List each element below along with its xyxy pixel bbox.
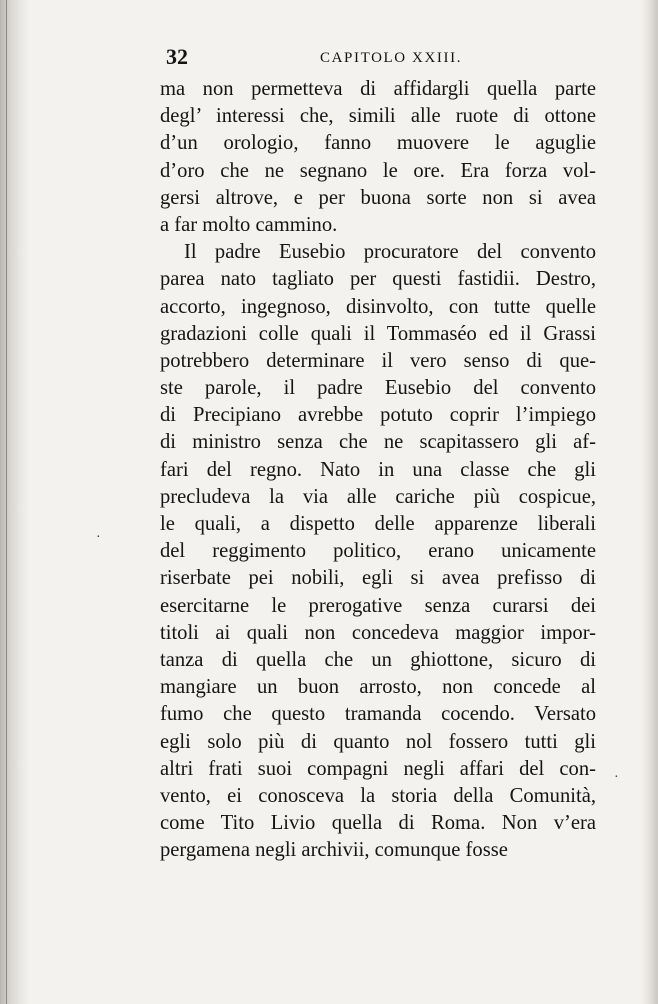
text-line: riserbate pei nobili, egli si avea prefisso di — [160, 567, 596, 590]
text-line: come Tito Livio quella di Roma. Non v’era — [160, 812, 596, 835]
text-line: gersi altrove, e per buona sorte non si avea — [160, 186, 596, 209]
text-line: titoli ai quali non concedeva maggior impor- — [160, 621, 596, 644]
text-line: mangiare un buon arrosto, non concede al — [160, 676, 596, 699]
text-line: fari del regno. Nato in una classe che gli — [160, 458, 596, 481]
text-line: d’oro che ne segnano le ore. Era forza vol- — [160, 159, 596, 182]
margin-speck: · — [614, 770, 619, 785]
text-line: ste parole, il padre Eusebio del convento — [160, 377, 596, 400]
text-line: degl’ interessi che, simili alle ruote di ottone — [160, 105, 596, 128]
text-line: tanza di quella che un ghiottone, sicuro di — [160, 648, 596, 671]
text-line: le quali, a dispetto delle apparenze liberali — [160, 513, 596, 535]
text-line: altri frati suoi compagni negli affari del con- — [160, 757, 596, 780]
text-line: Il padre Eusebio procuratore del convento — [184, 241, 596, 264]
text-line: accorto, ingegnoso, disinvolto, con tutte quelle — [160, 295, 596, 318]
gutter-fold-line — [6, 0, 7, 1004]
margin-speck: · — [96, 530, 101, 545]
text-line: vento, ei conosceva la storia della Comunità, — [160, 784, 596, 807]
text-line: precludeva la via alle cariche più cospicue, — [160, 485, 596, 508]
text-line: fumo che questo tramanda cocendo. Versato — [160, 703, 596, 726]
text-line: di ministro senza che ne scapitassero gli af- — [160, 431, 596, 454]
text-line: d’un orologio, fanno muovere le aguglie — [160, 132, 596, 155]
text-line: ma non permetteva di affidargli quella parte — [160, 78, 596, 100]
page-number: 32 — [166, 44, 188, 69]
text-line: di Precipiano avrebbe potuto coprir l’impiego — [160, 404, 596, 427]
body-text — [160, 76, 596, 864]
text-line: gradazioni colle quali il Tommaséo ed il Grassi — [160, 322, 596, 345]
text-line: a far molto cammino. — [160, 213, 338, 236]
text-line: pergamena negli archivii, comunque fosse — [160, 839, 508, 862]
page-right-edge-shadow — [640, 0, 658, 1004]
page-gutter-shadow — [0, 0, 30, 1004]
text-line: del reggimento politico, erano unicamente — [160, 540, 596, 563]
text-line: egli solo più di quanto nol fossero tutti gli — [160, 730, 596, 753]
running-head: CAPITOLO XXIII. — [320, 50, 463, 66]
text-line: parea nato tagliato per questi fastidii. Destro, — [160, 268, 596, 291]
page-header — [160, 44, 600, 74]
text-line: potrebbero determinare il vero senso di que- — [160, 349, 596, 372]
text-line: esercitarne le prerogative senza curarsi dei — [160, 594, 596, 617]
